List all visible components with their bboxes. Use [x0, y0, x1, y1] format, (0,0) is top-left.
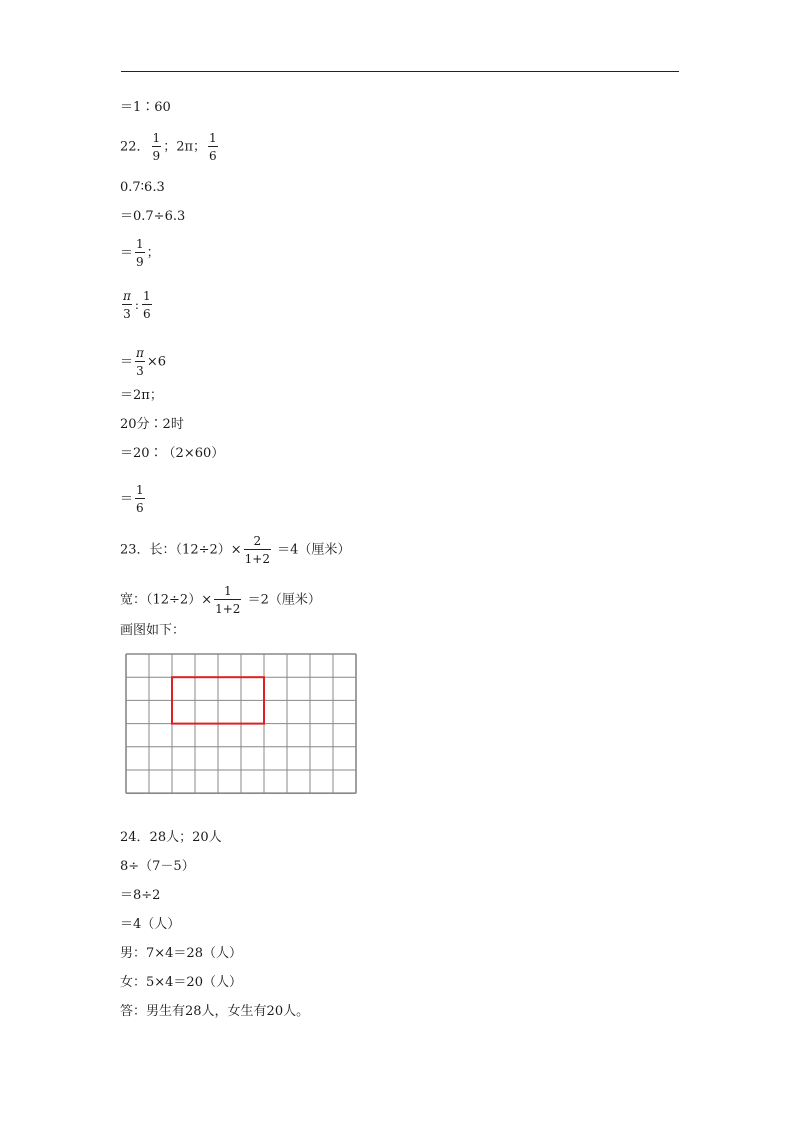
frac-pi-third: [122, 290, 132, 320]
q22-frac-2-den: 6: [209, 149, 217, 163]
line-frac-sixth-result: [120, 484, 147, 514]
line-time-ratio: 20分∶2时: [120, 417, 184, 432]
q24-girls: 女：5×4＝20（人）: [120, 975, 242, 990]
q23-width-suffix: ＝2（厘米）: [243, 592, 321, 608]
q22-answer: [120, 132, 220, 162]
frac-sixth-num: 1: [142, 289, 151, 303]
q23-length-prefix: 23．长：（12÷2）×: [120, 542, 242, 558]
q23-width-frac: [214, 585, 241, 615]
line-pi-ratio: [120, 290, 154, 320]
line-time-ratio-convert: ＝20∶（2×60）: [120, 446, 225, 461]
q22-frac-1-den: 9: [152, 149, 161, 163]
line-two-pi: ＝2π；: [120, 388, 163, 403]
frac-ninth-num: 1: [136, 237, 144, 251]
q22-frac-2: [208, 132, 218, 162]
q24-answer: 24．28人；20人: [120, 830, 222, 845]
frac-pi-third-2-num: π: [136, 346, 144, 360]
q22-label: 22．: [120, 139, 150, 155]
q24-conclusion: 答：男生有28人，女生有20人。: [120, 1004, 310, 1019]
frac-pi-third-2-den: 3: [136, 364, 144, 378]
eq-sign: ＝: [120, 245, 134, 261]
q23-width: [120, 585, 321, 615]
ratio-colon: :: [134, 298, 139, 312]
rectangle-grid-drawing: [124, 652, 360, 796]
q24-step-1: 8÷（7－5）: [120, 859, 195, 874]
q23-width-frac-num: 1: [223, 584, 232, 598]
q24-boys: 男：7×4＝28（人）: [120, 946, 242, 961]
frac-sixth-den: 6: [142, 307, 151, 321]
q22-frac-2-num: 1: [209, 131, 217, 145]
line-frac-ninth: [120, 238, 160, 268]
draw-label: 画图如下：: [120, 623, 186, 638]
q22-frac-1-num: 1: [152, 131, 161, 145]
line-pi-times-six: [120, 347, 166, 377]
frac-sixth-result: [135, 484, 145, 514]
frac-ninth-den: 9: [136, 255, 144, 269]
line-division-decimal: ＝0.7÷6.3: [120, 209, 186, 224]
q23-length-frac: [244, 535, 271, 565]
eq-sign: ＝: [120, 491, 134, 507]
q23-length-frac-num: 2: [253, 534, 262, 548]
line-ratio-result: ＝1∶60: [120, 100, 171, 115]
q23-length-frac-den: 1+2: [244, 552, 270, 566]
frac-ninth: [135, 238, 145, 268]
q23-width-frac-den: 1+2: [215, 602, 241, 616]
q23-length-suffix: ＝4（厘米）: [272, 542, 351, 558]
frac-pi-third-num: π: [123, 289, 131, 303]
q24-step-2: ＝8÷2: [120, 888, 161, 903]
frac-sixth: [142, 290, 152, 320]
line-ratio-decimal: 0.7∶6.3: [120, 180, 165, 195]
eq-sign: ＝: [120, 354, 134, 370]
semicolon: ；: [146, 245, 160, 261]
frac-pi-third-2: [135, 347, 145, 377]
q24-step-3: ＝4（人）: [120, 917, 181, 932]
q23-width-prefix: 宽：（12÷2）×: [120, 592, 213, 608]
q22-frac-1: [152, 132, 162, 162]
frac-pi-third-den: 3: [123, 307, 131, 321]
header-rule: [121, 71, 679, 72]
q22-sep: ；2π；: [163, 139, 207, 155]
times-six: ×6: [146, 354, 167, 370]
q23-length: [120, 535, 350, 565]
frac-sixth-result-den: 6: [136, 501, 144, 515]
frac-sixth-result-num: 1: [136, 483, 144, 497]
